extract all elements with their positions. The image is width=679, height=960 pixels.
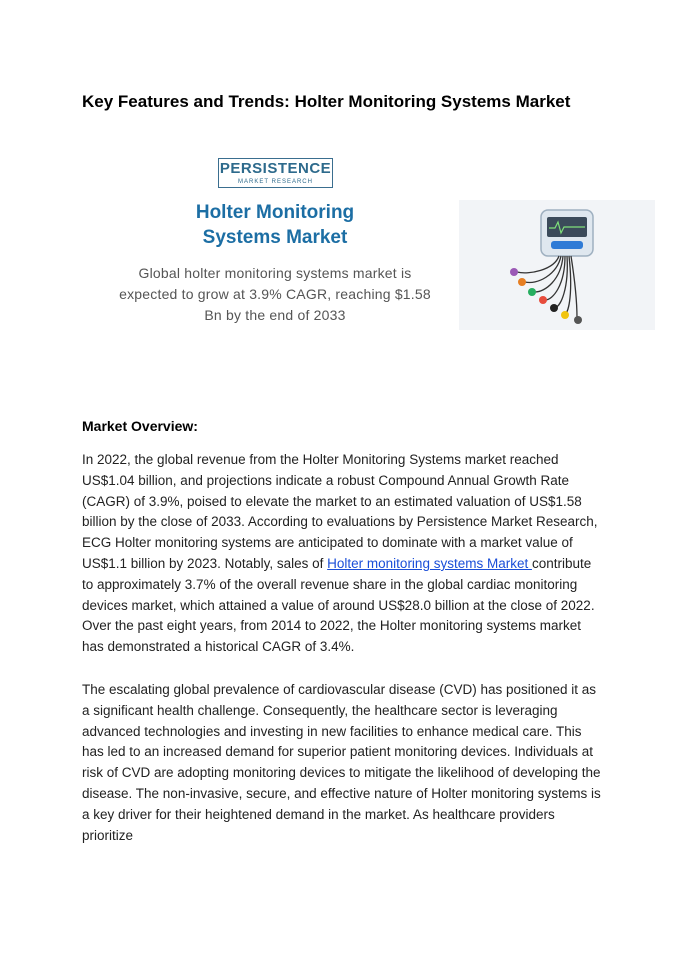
overview-paragraph-1	[82, 450, 602, 658]
overview-paragraph-2: The escalating global prevalence of cardiovascular disease (CVD) has positioned it as a significant health challenge. Consequently, the healthcare sector is leveraging advanced technologies and investing in new facilities to enhance medical care. This has led to an increased demand for superior patient monitoring devices. Individuals at risk of CVD are adopting monitoring devices to mitigate the likelihood of developing the disease. The non-invasive, secure, and effective nature of Holter monitoring systems is a key driver for their heightened demand in the market. As healthcare providers prioritize	[82, 682, 601, 843]
banner-heading-line1: Holter Monitoring	[195, 202, 355, 223]
infographic-banner	[110, 150, 440, 360]
paragraph-text: In 2022, the global revenue from the Holter Monitoring Systems market reached US$1.04 billion, and projections indicate a robust Compound Annual Growth Rate (CAGR) of 3.9%, poised to elevate the market to an estimated valuation of US$1.58 billion by the close of 2033. According to evaluations by Persistence Market Research, ECG Holter monitoring systems are anticipated to dominate with a market value of US$1.1 billion by 2023. Notably, sales of	[82, 452, 598, 571]
logo-main-text: PERSISTENCE	[219, 160, 332, 177]
paragraph-text: contribute to approximately 3.7% of the overall revenue share in the global cardiac monitoring devices market, which attained a value of around US$28.0 billion at the close of 2022. Over the past eight years, from 2014 to 2022, the Holter monitoring systems market has demonstrated a historical CAGR of 3.4%.	[82, 555, 595, 655]
logo-sub-text: MARKET RESEARCH	[238, 179, 313, 185]
section-heading: Market Overview:	[82, 418, 198, 434]
holter-device-icon	[459, 200, 655, 330]
banner-heading-line2: Systems Market	[202, 227, 348, 248]
banner-description: Global holter monitoring systems market is expected to grow at 3.9% CAGR, reaching $1.58 Bn by the end of 2033	[119, 265, 431, 323]
holter-device-image	[459, 200, 655, 330]
banner-heading	[110, 200, 440, 250]
market-report-link[interactable]: Holter monitoring systems Market	[327, 555, 532, 571]
persistence-logo	[218, 158, 333, 188]
page-title: Key Features and Trends: Holter Monitoring Systems Market	[82, 92, 571, 111]
